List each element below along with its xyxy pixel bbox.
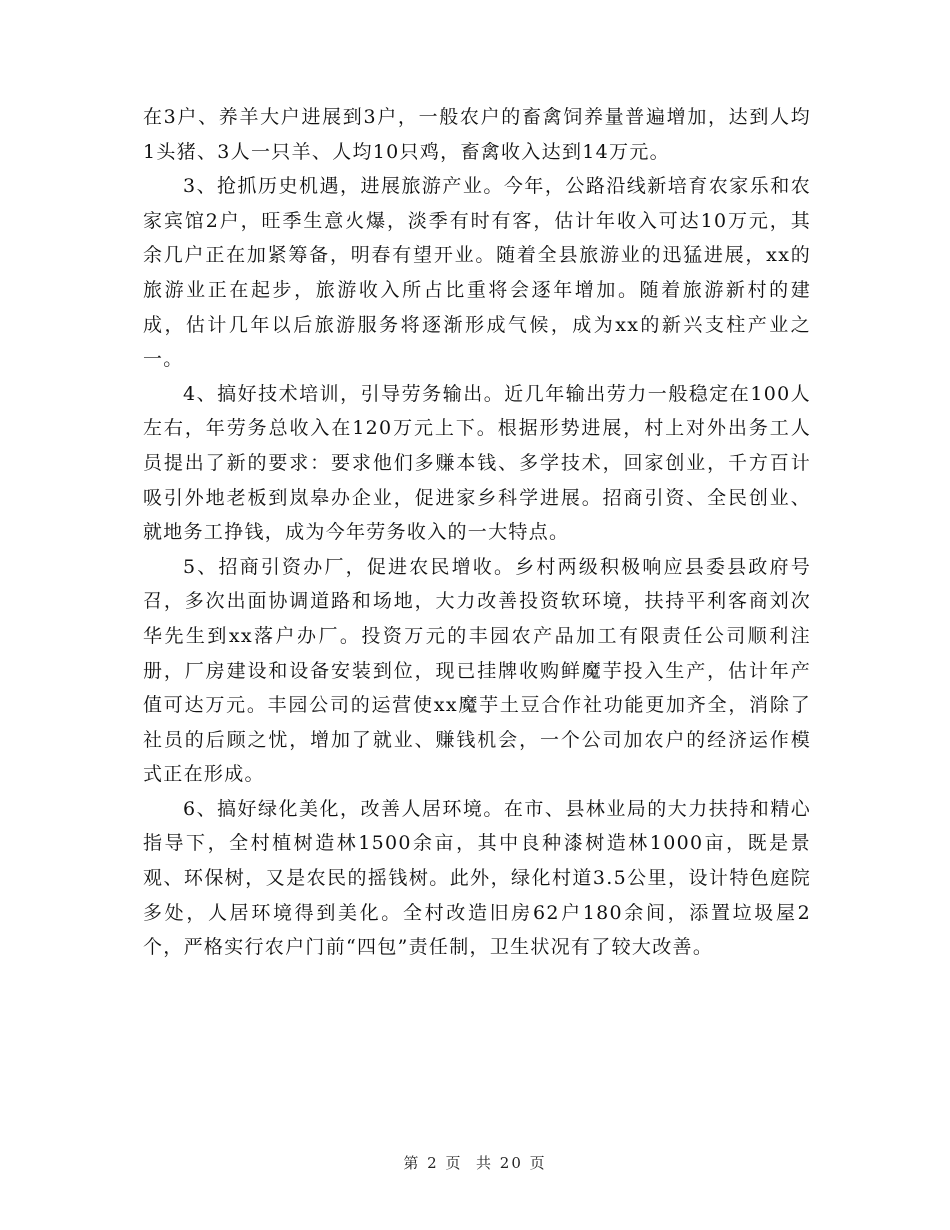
paragraph-3: 4、搞好技术培训，引导劳务输出。近几年输出劳力一般稳定在100人左右，年劳务总收入在120万元上下。根据形势进展，村上对外出务工人员提出了新的要求：要求他们多赚本钱、多学技术，回家创业，千方百计吸引外地老板到岚皋办企业，促进家乡科学进展。招商引资、全民创业、就地务工挣钱，成为今年劳务收入的一大特点。: [143, 382, 811, 544]
paragraph-4: 5、招商引资办厂，促进农民增收。乡村两级积极响应县委县政府号召，多次出面协调道路和场地，大力改善投资软环境，扶持平利客商刘次华先生到xx落户办厂。投资万元的丰园农产品加工有限责任公司顺利注册，厂房建设和设备安装到位，现已挂牌收购鲜魔芋投入生产，估计年产值可达万元。丰园公司的运营使xx魔芋土豆合作社功能更加齐全，消除了社员的后顾之忧，增加了就业、赚钱机会，一个公司加农户的经济运作模式正在形成。: [143, 555, 811, 786]
footer-prefix: 第: [403, 1154, 421, 1172]
document-body: [143, 100, 811, 965]
footer-current-page: 2: [427, 1154, 439, 1172]
paragraph-1: 在3户、养羊大户进展到3户，一般农户的畜禽饲养量普遍增加，达到人均1头猪、3人一只羊、人均10只鸡，畜禽收入达到14万元。: [143, 106, 811, 163]
page-footer: [0, 1152, 950, 1173]
footer-suffix: 页: [529, 1154, 547, 1172]
paragraph-2: 3、抢抓历史机遇，进展旅游产业。今年，公路沿线新培育农家乐和农家宾馆2户，旺季生意火爆，淡季有时有客，估计年收入可达10万元，其余几户正在加紧筹备，明春有望开业。随着全县旅游业的迅猛进展，xx的旅游业正在起步，旅游收入所占比重将会逐年增加。随着旅游新村的建成，估计几年以后旅游服务将逐渐形成气候，成为xx的新兴支柱产业之一。: [143, 175, 811, 371]
paragraph-5: 6、搞好绿化美化，改善人居环境。在市、县林业局的大力扶持和精心指导下，全村植树造林1500余亩，其中良种漆树造林1000亩，既是景观、环保树，又是农民的摇钱树。此外，绿化村道3.5公里，设计特色庭院多处，人居环境得到美化。全村改造旧房62户180余间，添置垃圾屋2个，严格实行农户门前“四包”责任制，卫生状况有了较大改善。: [143, 797, 811, 959]
footer-mid: 页 共: [445, 1154, 493, 1172]
footer-total-pages: 20: [499, 1154, 523, 1172]
